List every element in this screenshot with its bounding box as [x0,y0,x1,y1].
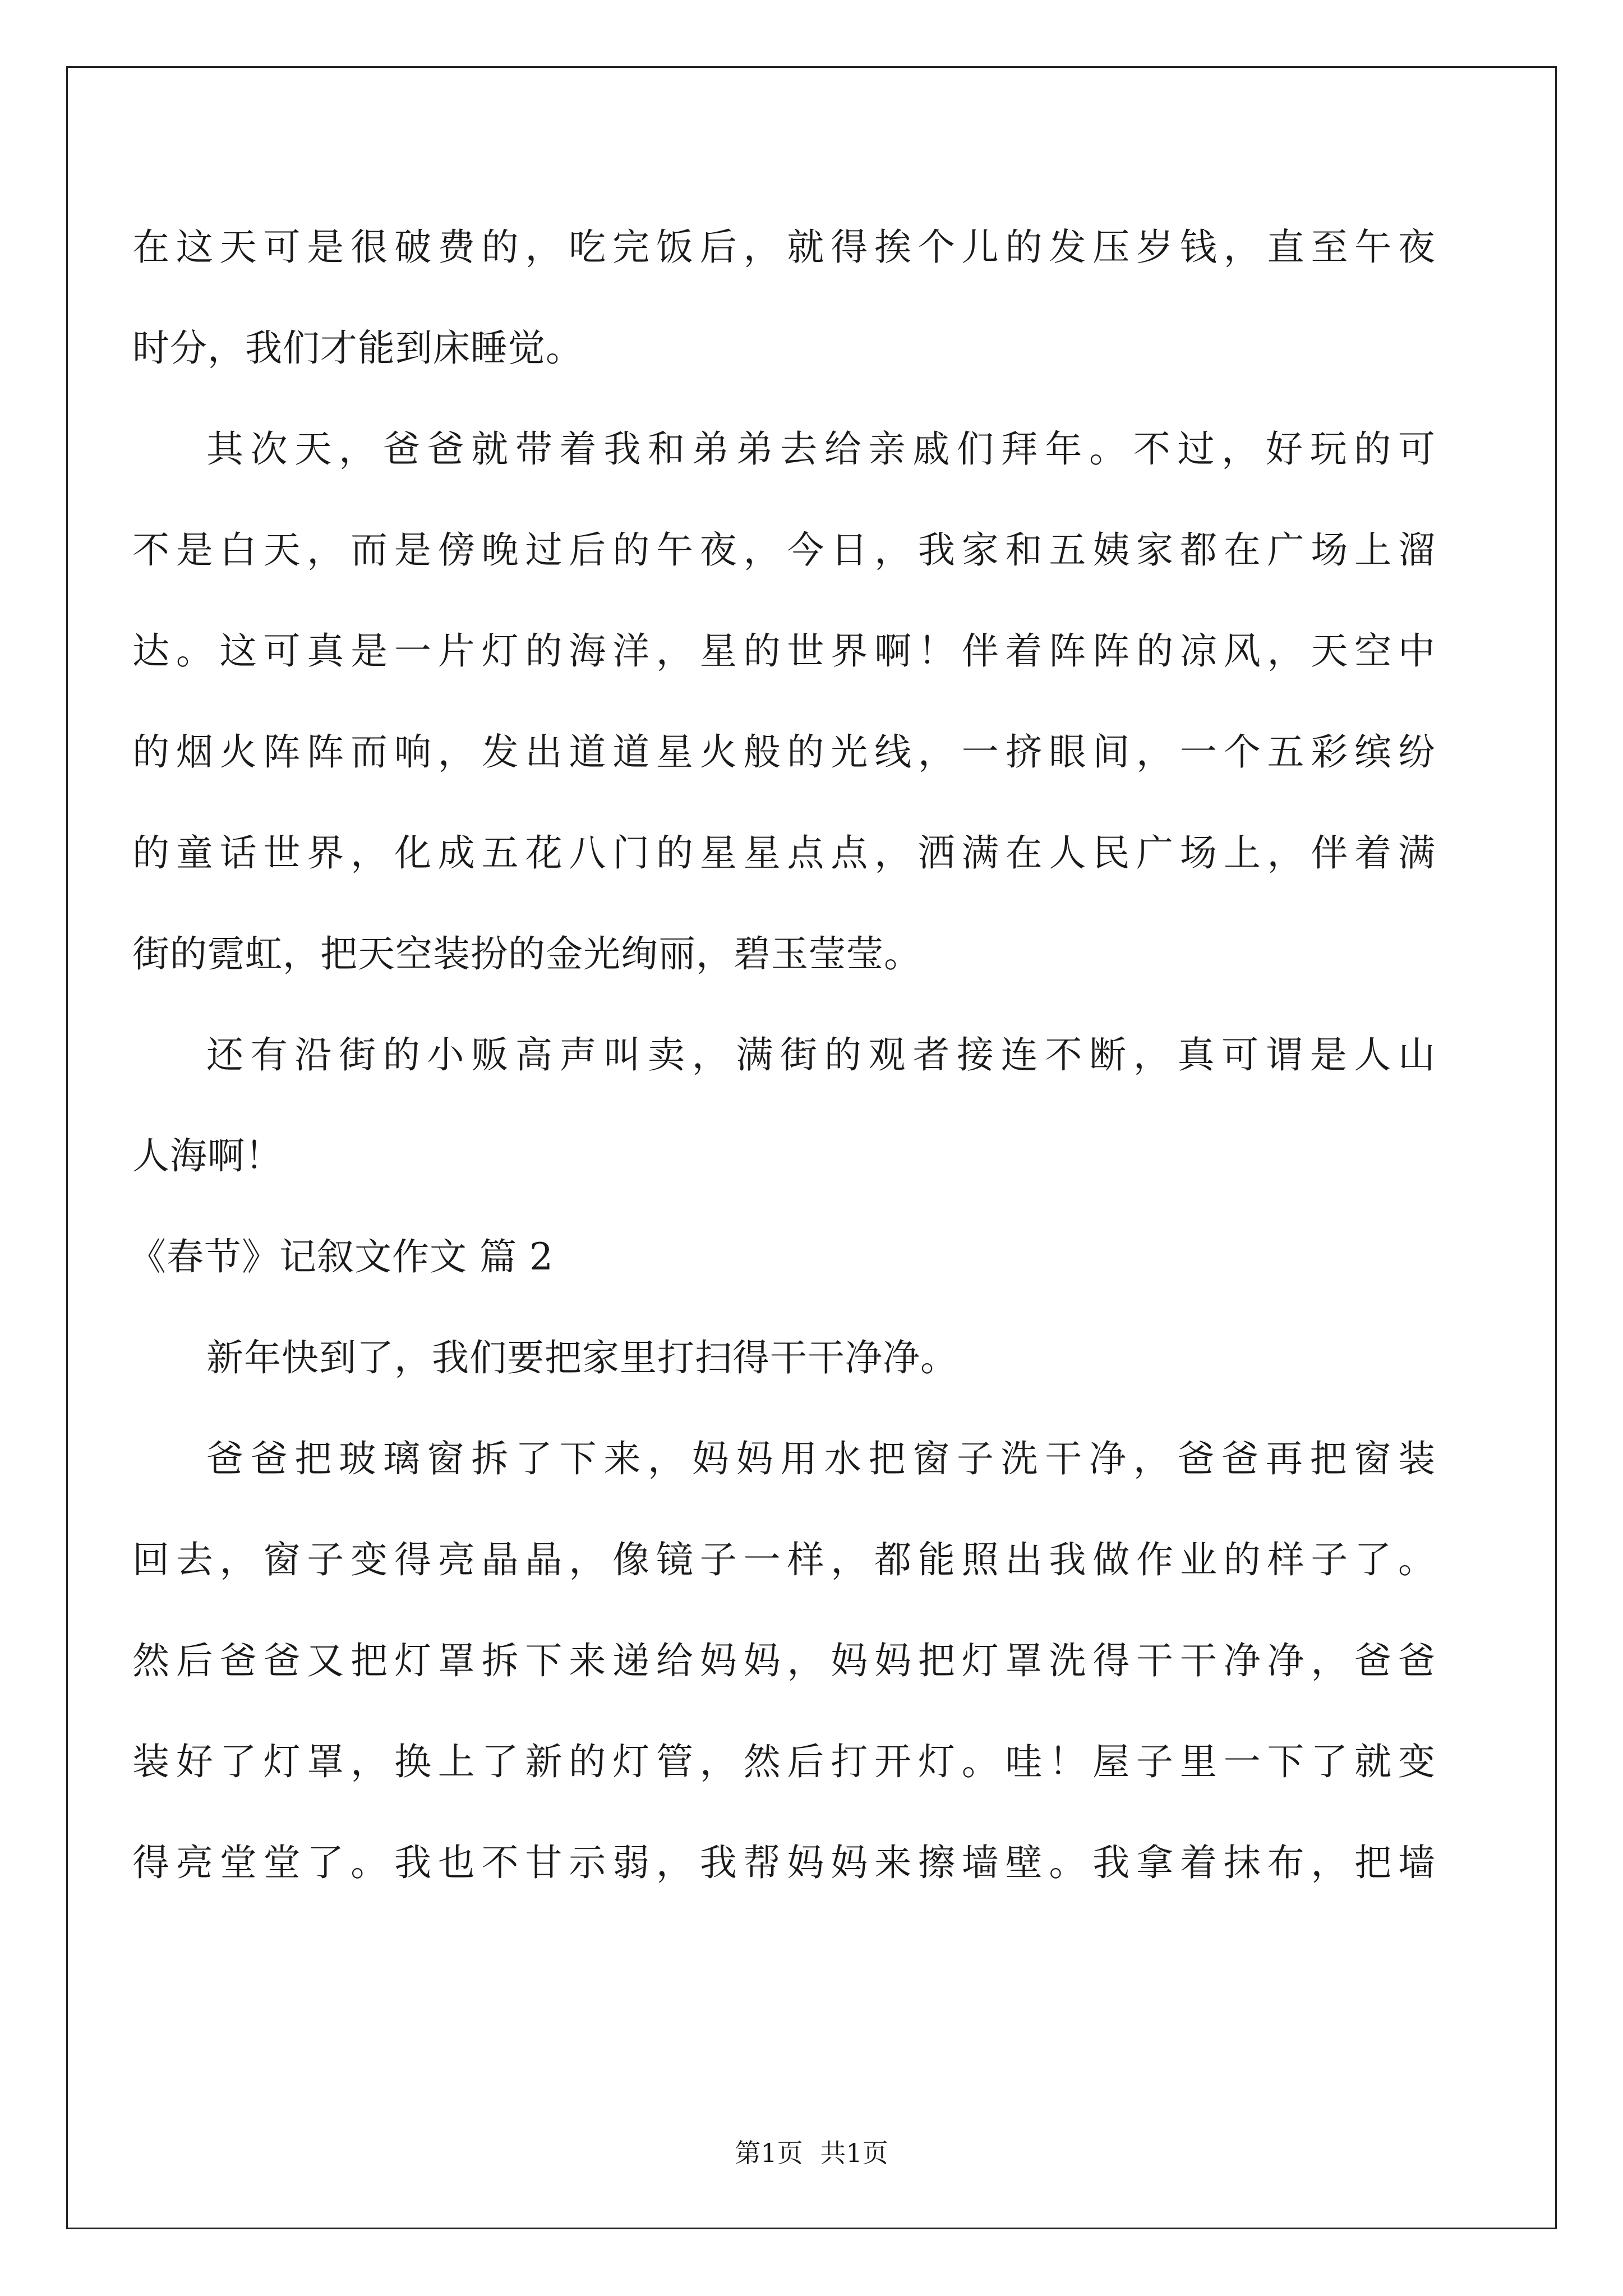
page-footer [0,2136,1623,2170]
text-line: 达。这可真是一片灯的海洋，星的世界啊！伴着阵阵的凉风，天空中 [132,629,1436,673]
text-line: 街的霓虹，把天空装扮的金光绚丽，碧玉莹莹。 [132,932,921,976]
text-line: 其次天，爸爸就带着我和弟弟去给亲戚们拜年。不过，好玩的可 [206,427,1436,471]
page-number-total: 共1页 [820,2138,888,2168]
page-number-current: 第1页 [735,2138,803,2168]
text-line: 的烟火阵阵而响，发出道道星火般的光线，一挤眼间，一个五彩缤纷 [132,730,1436,774]
text-line: 爸爸把玻璃窗拆了下来，妈妈用水把窗子洗干净，爸爸再把窗装 [206,1437,1436,1480]
text-line: 在这天可是很破费的，吃完饭后，就得挨个儿的发压岁钱，直至午夜 [132,226,1436,269]
text-line: 时分，我们才能到床睡觉。 [132,326,583,370]
text-line: 回去，窗子变得亮晶晶，像镜子一样，都能照出我做作业的样子了。 [132,1538,1436,1581]
text-line: 不是白天，而是傍晚过后的午夜，今日，我家和五姨家都在广场上溜 [132,528,1436,572]
text-line: 然后爸爸又把灯罩拆下来递给妈妈，妈妈把灯罩洗得干干净净，爸爸 [132,1639,1436,1682]
text-line: 装好了灯罩，换上了新的灯管，然后打开灯。哇！屋子里一下了就变 [132,1740,1436,1783]
section-heading: 《春节》记叙文作文 篇 2 [129,1235,554,1278]
text-line: 人海啊！ [132,1134,283,1177]
text-line: 的童话世界，化成五花八门的星星点点，洒满在人民广场上，伴着满 [132,831,1436,875]
text-line: 新年快到了，我们要把家里打扫得干干净净。 [206,1336,958,1379]
text-line: 得亮堂堂了。我也不甘示弱，我帮妈妈来擦墙壁。我拿着抹布，把墙 [132,1841,1436,1884]
text-line: 还有沿街的小贩高声叫卖，满街的观者接连不断，真可谓是人山 [206,1033,1436,1076]
